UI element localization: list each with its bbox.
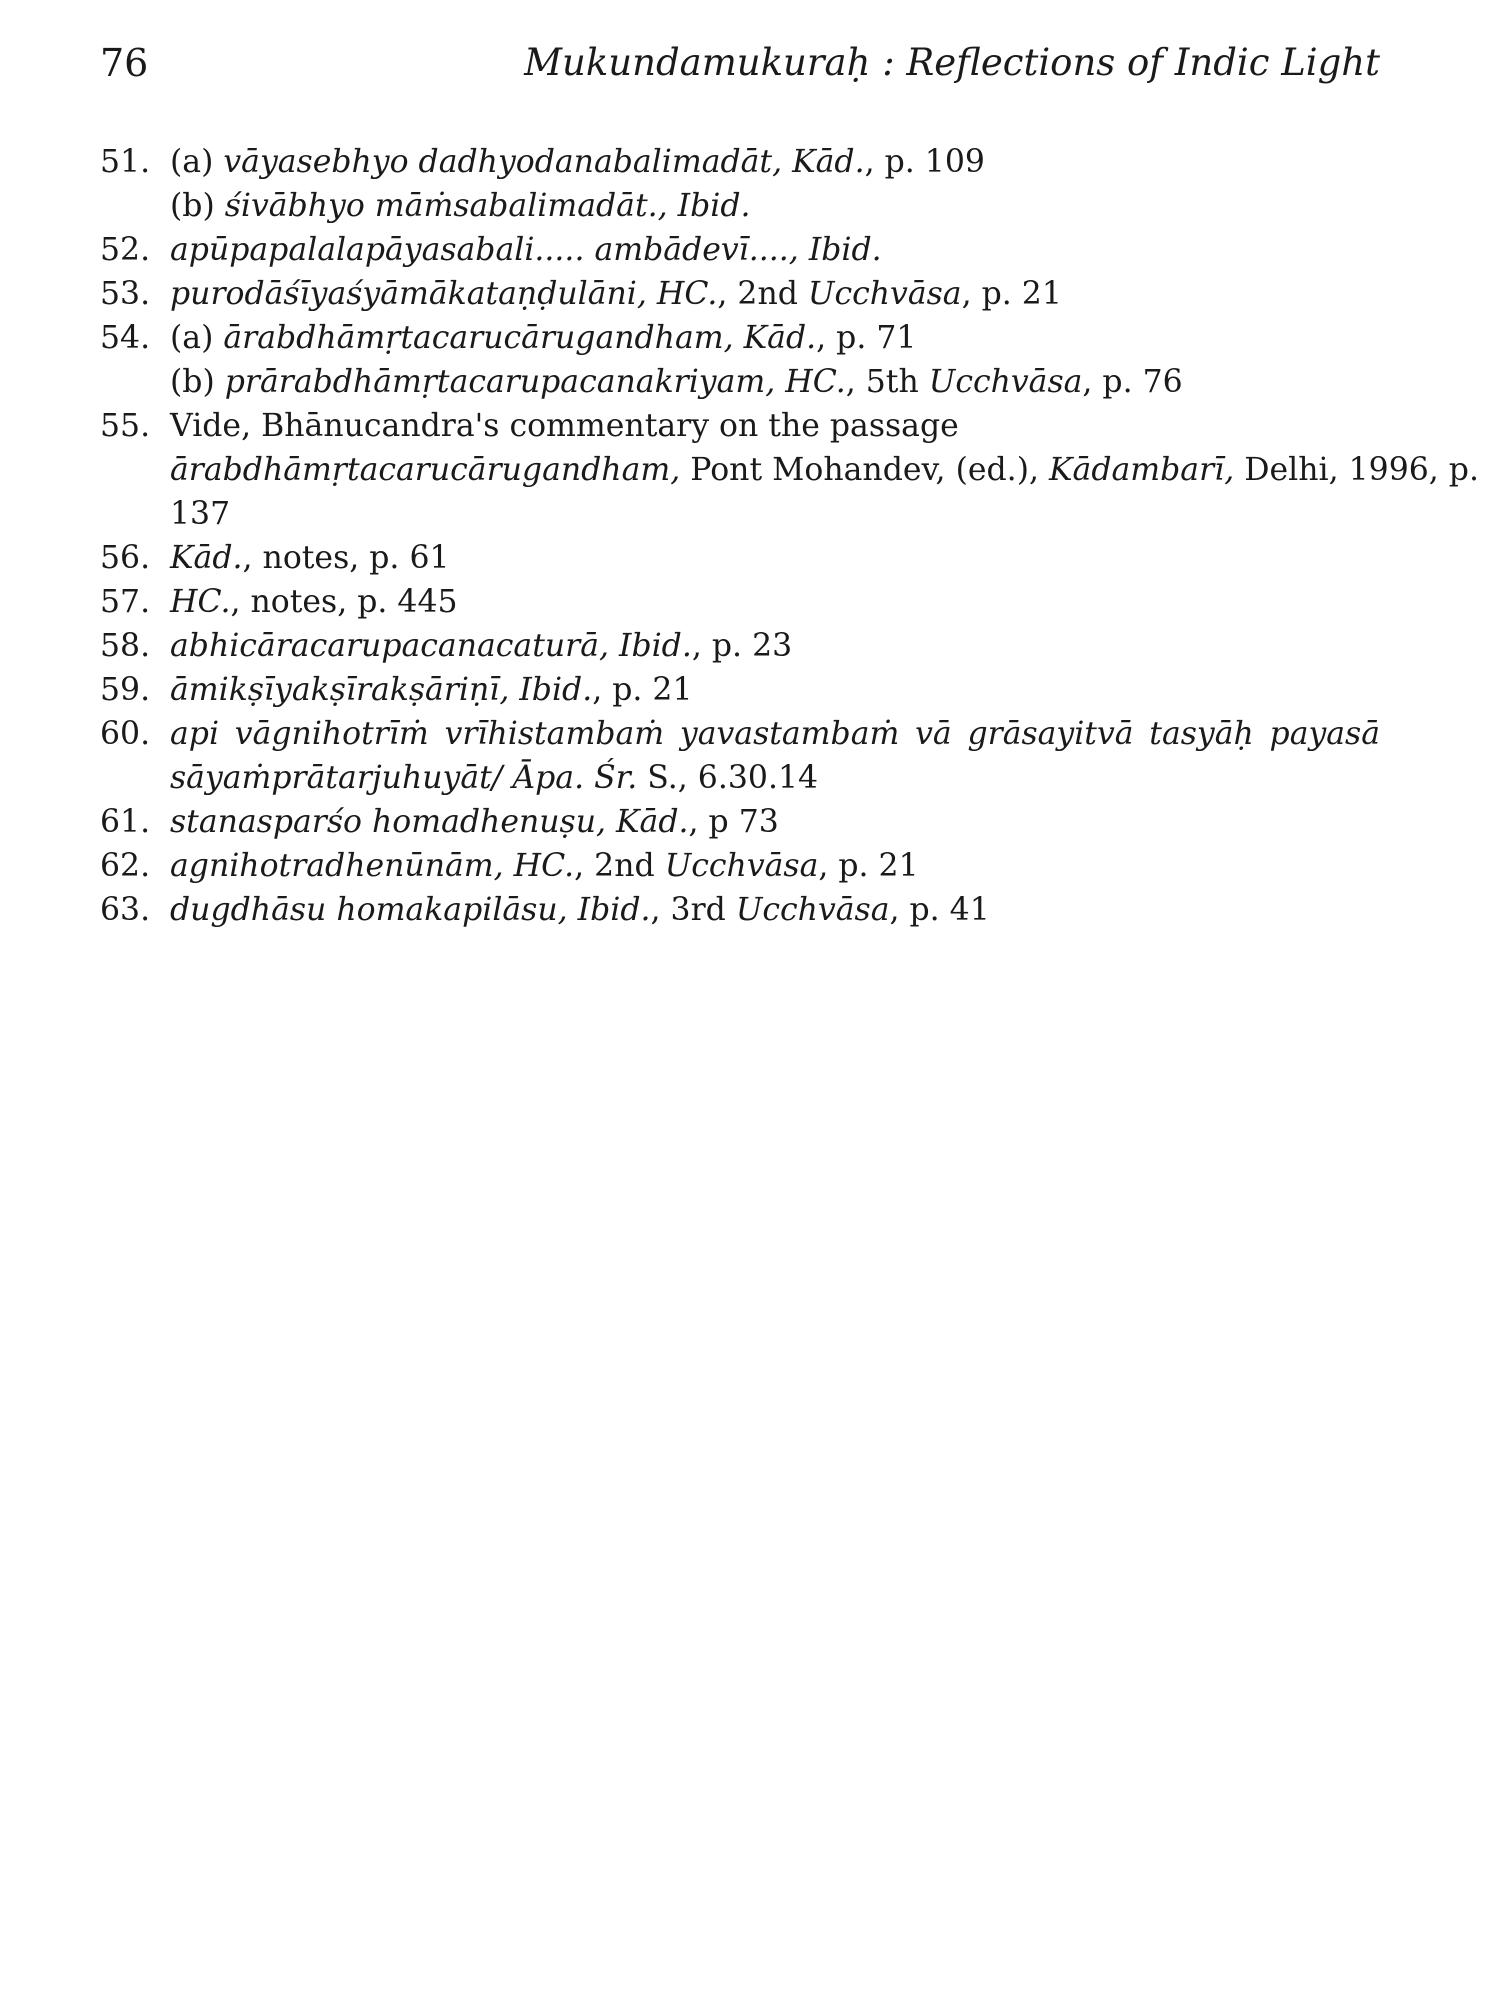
citation-text: abhicāracarupacanacaturā, Ibid. [170,628,692,664]
citation-text: vāyasebhyo dadhyodanabalimadāt, Kād. [223,144,865,180]
endnote-55 [100,404,1479,536]
page-ref: , p. 109 [864,144,985,180]
page-ref: , p. 41 [889,892,990,928]
citation-text: apūpapalalapāyasabali..... ambādevī...., Ibid. [170,232,882,268]
note-line [170,844,1380,888]
citation-text: HC. [170,584,231,620]
citation-text: ārabdhāmṛtacarucārugandham, Kād. [223,320,817,356]
publication-ref: Delhi, 1996, p. [1234,452,1479,488]
page-ref: , p. 23 [691,628,793,664]
note-line [170,536,1380,580]
citation-text: stanasparśo homadhenuṣu, Kād. [170,804,689,840]
citation-text: Kād. [170,540,243,576]
page-ref: , p. 76 [1082,364,1183,400]
note-number: 52. [100,232,151,268]
chapter-ref: , 2nd [717,276,808,312]
endnote-52 [100,228,1380,272]
chapter-ref: , 5th [845,364,929,400]
book-title: Kādambarī, [1049,452,1235,488]
chapter-word: Ucchvāsa [928,364,1083,400]
note-number: 63. [100,892,151,928]
note-line: Vide, Bhānucandra's commentary on the passage [170,408,959,444]
endnote-57 [100,580,1380,624]
chapter-ref: , 3rd [650,892,736,928]
citation-text: prārabdhāmṛtacarupacanakriyam, HC. [224,364,846,400]
endnote-59 [100,668,1380,712]
note-number: 55. [100,408,151,444]
endnote-62 [100,844,1380,888]
note-line [170,888,1380,932]
endnote-61 [100,800,1380,844]
endnote-56 [100,536,1380,580]
sub-label: (a) [170,144,224,180]
running-header [100,38,1380,88]
note-line [170,448,1479,492]
note-number: 60. [100,716,151,752]
endnotes-list [100,140,1479,932]
note-line [170,140,1380,184]
note-number: 58. [100,628,151,664]
page-number: 76 [100,41,149,85]
note-line [170,668,1380,712]
chapter-ref: , 2nd [574,848,665,884]
note-line [170,184,1380,228]
note-number: 54. [100,320,151,356]
note-line [170,756,1380,800]
note-number: 53. [100,276,151,312]
page-ref: , p 73 [688,804,779,840]
endnote-60 [100,712,1380,800]
note-number: 61. [100,804,151,840]
note-number: 62. [100,848,151,884]
endnote-53 [100,272,1380,316]
chapter-word: Ucchvāsa [807,276,962,312]
page-ref: , notes, p. 445 [230,584,458,620]
page-ref: , notes, p. 61 [242,540,450,576]
sub-label: (b) [170,188,225,224]
sutra-ref: S., 6.30.14 [637,760,819,796]
endnote-54 [100,316,1380,404]
page-ref: , p. 21 [592,672,693,708]
citation-text: purodāśīyaśyāmākataṇḍulāni, HC. [170,276,718,312]
citation-text: śivābhyo māṁsabalimadāt., Ibid. [224,188,751,224]
citation-text: ārabdhāmṛtacarucārugandham, [170,452,681,488]
page-ref: , p. 21 [818,848,919,884]
endnote-63 [100,888,1380,932]
note-line [170,624,1380,668]
citation-text: agnihotradhenūnām, HC. [170,848,575,884]
note-number: 56. [100,540,151,576]
chapter-word: Ucchvāsa [735,892,890,928]
editor-ref: Pont Mohandev, (ed.), [680,452,1050,488]
page-ref: , p. 21 [961,276,1062,312]
citation-text: api vāgnihotrīṁ vrīhistambaṁ yavastambaṁ vā grāsayitvā tasyāḥ payasā [170,716,1380,752]
note-number: 59. [100,672,151,708]
endnote-58 [100,624,1380,668]
note-line [170,272,1380,316]
running-title: Mukundamukuraḥ : Reflections of Indic Light [524,41,1380,84]
note-number: 57. [100,584,151,620]
note-number: 51. [100,144,151,180]
note-line [170,800,1380,844]
note-line [170,360,1380,404]
note-line [170,316,1380,360]
page-ref: , p. 71 [816,320,917,356]
endnote-51 [100,140,1380,228]
citation-text: sāyaṁprātarjuhuyāt/ Āpa. Śr. [170,760,638,796]
note-line: 137 [170,496,231,532]
chapter-word: Ucchvāsa [664,848,819,884]
citation-text: dugdhāsu homakapilāsu, Ibid. [170,892,651,928]
sub-label: (a) [170,320,224,356]
citation-text: āmikṣīyakṣīrakṣāriṇī, Ibid. [170,672,593,708]
note-line [170,580,1380,624]
sub-label: (b) [170,364,225,400]
